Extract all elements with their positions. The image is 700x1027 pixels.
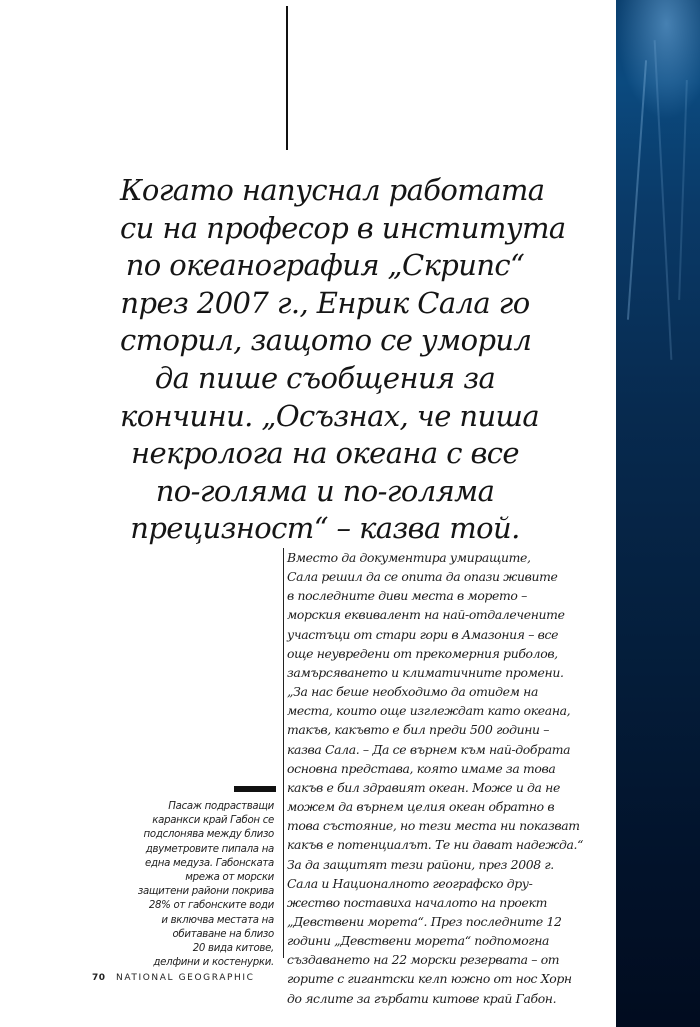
- pull-quote-line: некролога на океана с все: [131, 436, 519, 471]
- caption-line: делфини и костенурки.: [153, 957, 274, 969]
- body-line: места, които още изглеждат като океана,: [287, 703, 571, 719]
- body-line: казва Сала. – Да се върнем към най-добрата: [287, 741, 571, 757]
- body-line: „Девствени морета“. През последните 12: [287, 913, 562, 929]
- page-footer: [92, 973, 255, 983]
- pull-quote-line: си на професор в института: [120, 210, 566, 245]
- body-line: такъв, какъвто е бил преди 500 години –: [287, 722, 550, 738]
- body-line: горите с гигантски келп южно от нос Хорн: [287, 971, 572, 987]
- pull-quote-line: през 2007 г., Енрик Сала го: [120, 285, 530, 320]
- body-line: участъци от стари гори в Амазония – все: [287, 626, 559, 642]
- body-line: Сала решил да се опита да опази живите: [287, 569, 558, 585]
- body-line: създаването на 22 морски резервата – от: [287, 952, 560, 968]
- body-line: това състояние, но тези места ни показват: [287, 818, 580, 834]
- caption-line: и включва местата на: [161, 914, 274, 926]
- caption-line: каранкси край Габон се: [152, 815, 274, 827]
- caption-line: подслонява между близо: [143, 829, 274, 841]
- caption-marker-bar: [234, 786, 276, 792]
- caption-line: защитени райони покрива: [137, 886, 274, 898]
- caption-line: Пасаж подрастващи: [168, 801, 274, 812]
- pull-quote-line: по океанография „Скрипс“: [125, 248, 525, 283]
- caption-line: една медуза. Габонската: [145, 857, 274, 869]
- body-line: можем да върнем целия океан обратно в: [287, 799, 555, 815]
- body-line: жество поставиха началото на проект: [287, 894, 547, 910]
- body-line: до яслите за гърбати китове край Габон.: [287, 990, 557, 1006]
- body-line: какъв е бил здравият океан. Може и да не: [287, 779, 560, 795]
- photo-caption: [110, 800, 274, 970]
- page-number: 70: [92, 973, 106, 983]
- caption-line: обитаване на близо: [172, 928, 274, 940]
- body-line: Сала и Националното географско дру-: [287, 875, 533, 891]
- top-vertical-rule: [286, 6, 288, 150]
- body-line: За да защитят тези райони, през 2008 г.: [287, 856, 554, 872]
- body-line: „За нас беше необходимо да отидем на: [287, 684, 538, 700]
- body-line: замърсяването и климатичните промени.: [287, 664, 564, 680]
- caption-line: двуметровите пипала на: [145, 843, 274, 855]
- body-line: в последните диви места в морето –: [287, 588, 527, 604]
- body-line: още неувредени от прекомерния риболов,: [287, 645, 558, 661]
- pull-quote-line: кончини. „Осъзнах, че пиша: [120, 398, 540, 433]
- pull-quote-line: да пише съобщения за: [154, 360, 496, 395]
- column-divider: [283, 548, 284, 958]
- pull-quote-line: прецизност“ – казва той.: [130, 511, 520, 546]
- pull-quote-line: по-голяма и по-голяма: [155, 473, 495, 508]
- magazine-name: NATIONAL GEOGRAPHIC: [116, 973, 255, 983]
- body-line: морския еквивалент на най-отдалечените: [287, 607, 565, 623]
- body-text-column: [287, 548, 599, 1008]
- body-line: основна представа, която имаме за това: [287, 760, 556, 776]
- body-line: години „Девствени морета“ подпомогна: [287, 933, 550, 949]
- pull-quote-line: сторил, защото се уморил: [120, 323, 532, 358]
- caption-line: 28% от габонските води: [148, 900, 274, 912]
- ocean-photo-strip: [616, 0, 700, 1027]
- body-line: какъв е потенциалът. Те ни дават надежда.“: [287, 837, 584, 853]
- body-line: Вместо да документира умиращите,: [287, 550, 531, 565]
- caption-line: мрежа от морски: [185, 872, 274, 884]
- caption-line: 20 вида китове,: [192, 943, 274, 955]
- pull-quote: [120, 172, 566, 548]
- pull-quote-line: Когато напуснал работата: [120, 173, 545, 207]
